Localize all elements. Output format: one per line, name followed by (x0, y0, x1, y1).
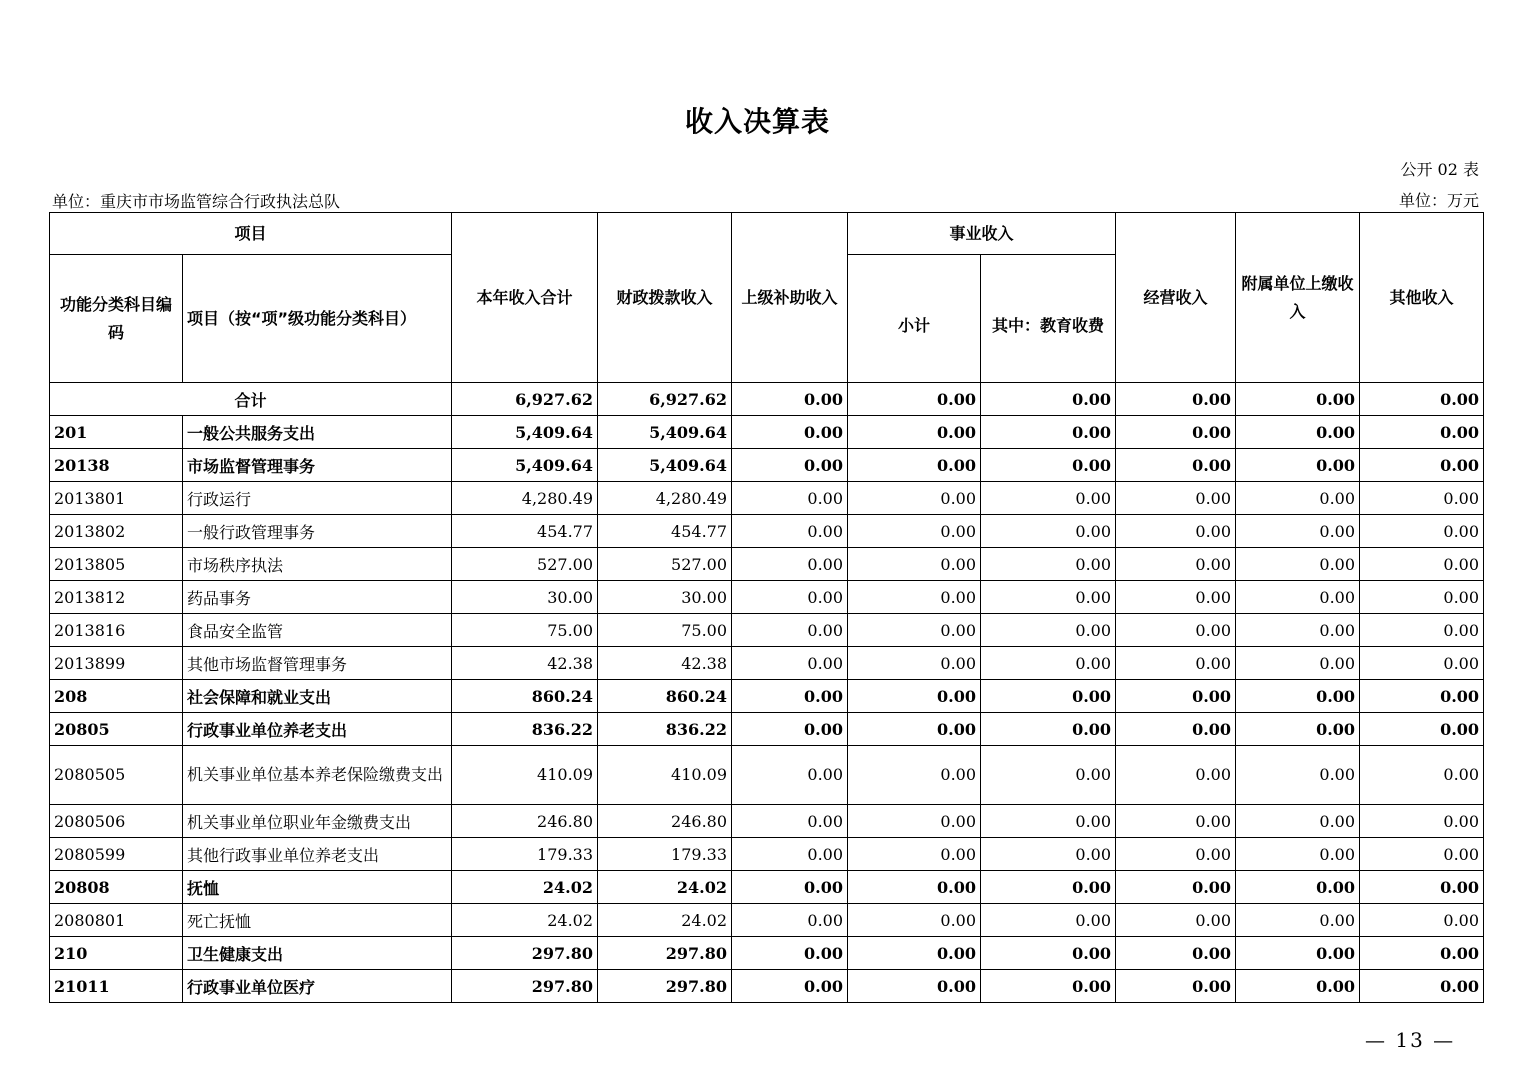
row-code: 208 (50, 680, 183, 713)
row-value: 0.00 (981, 680, 1116, 713)
row-value: 0.00 (732, 937, 848, 970)
row-value: 0.00 (1360, 970, 1484, 1003)
row-value: 0.00 (1116, 581, 1236, 614)
row-value: 0.00 (848, 871, 981, 904)
table-row (50, 449, 1484, 482)
row-value: 0.00 (732, 904, 848, 937)
row-value: 0.00 (981, 482, 1116, 515)
row-name: 行政事业单位养老支出 (183, 713, 452, 746)
row-value: 0.00 (732, 581, 848, 614)
row-name: 机关事业单位职业年金缴费支出 (183, 805, 452, 838)
row-value: 0.00 (1236, 416, 1360, 449)
row-value: 75.00 (452, 614, 598, 647)
row-name: 行政运行 (183, 482, 452, 515)
row-value: 24.02 (598, 904, 732, 937)
row-name: 市场秩序执法 (183, 548, 452, 581)
row-value: 0.00 (732, 647, 848, 680)
row-name: 一般行政管理事务 (183, 515, 452, 548)
row-value: 4,280.49 (598, 482, 732, 515)
row-value: 5,409.64 (452, 449, 598, 482)
row-value: 0.00 (1116, 904, 1236, 937)
row-value: 0.00 (848, 680, 981, 713)
row-value: 0.00 (732, 416, 848, 449)
row-value: 0.00 (1360, 904, 1484, 937)
row-value: 0.00 (848, 515, 981, 548)
row-value: 410.09 (598, 746, 732, 805)
row-value: 0.00 (732, 871, 848, 904)
row-value: 860.24 (452, 680, 598, 713)
total-value: 6,927.62 (452, 383, 598, 416)
row-value: 0.00 (1236, 713, 1360, 746)
row-value: 0.00 (732, 482, 848, 515)
header-superior: 上级补助收入 (732, 213, 848, 383)
header-total-income: 本年收入合计 (452, 213, 598, 383)
row-code: 20808 (50, 871, 183, 904)
row-code: 21011 (50, 970, 183, 1003)
table-row (50, 515, 1484, 548)
row-value: 860.24 (598, 680, 732, 713)
table-row (50, 904, 1484, 937)
row-value: 0.00 (732, 970, 848, 1003)
table-row (50, 614, 1484, 647)
total-value: 0.00 (848, 383, 981, 416)
row-value: 0.00 (1360, 937, 1484, 970)
row-name: 机关事业单位基本养老保险缴费支出 (183, 746, 452, 805)
row-value: 0.00 (848, 647, 981, 680)
row-value: 246.80 (452, 805, 598, 838)
row-value: 0.00 (1236, 805, 1360, 838)
row-value: 0.00 (1116, 746, 1236, 805)
row-value: 836.22 (452, 713, 598, 746)
table-row (50, 805, 1484, 838)
row-value: 5,409.64 (452, 416, 598, 449)
row-code: 2013899 (50, 647, 183, 680)
row-value: 0.00 (1360, 515, 1484, 548)
row-value: 0.00 (981, 871, 1116, 904)
row-code: 2080599 (50, 838, 183, 871)
row-value: 410.09 (452, 746, 598, 805)
row-value: 0.00 (1116, 937, 1236, 970)
row-value: 0.00 (981, 838, 1116, 871)
row-value: 42.38 (598, 647, 732, 680)
row-name: 死亡抚恤 (183, 904, 452, 937)
page-number: — 13 — (1365, 1028, 1456, 1052)
row-value: 454.77 (452, 515, 598, 548)
row-value: 0.00 (1116, 515, 1236, 548)
row-value: 297.80 (452, 937, 598, 970)
row-value: 0.00 (1236, 838, 1360, 871)
row-code: 2080506 (50, 805, 183, 838)
row-value: 0.00 (1116, 871, 1236, 904)
row-code: 20138 (50, 449, 183, 482)
header-affiliated: 附属单位上缴收入 (1236, 213, 1360, 383)
table-row (50, 548, 1484, 581)
row-value: 0.00 (1236, 647, 1360, 680)
row-value: 0.00 (1360, 581, 1484, 614)
row-code: 2080801 (50, 904, 183, 937)
row-value: 0.00 (1360, 805, 1484, 838)
total-value: 0.00 (732, 383, 848, 416)
row-value: 0.00 (732, 515, 848, 548)
row-value: 527.00 (452, 548, 598, 581)
row-value: 0.00 (732, 680, 848, 713)
row-code: 2013812 (50, 581, 183, 614)
row-name: 其他行政事业单位养老支出 (183, 838, 452, 871)
row-value: 0.00 (981, 713, 1116, 746)
page-title: 收入决算表 (684, 105, 830, 138)
row-value: 75.00 (598, 614, 732, 647)
row-name: 药品事务 (183, 581, 452, 614)
row-value: 0.00 (1236, 970, 1360, 1003)
row-value: 0.00 (981, 614, 1116, 647)
row-value: 0.00 (1236, 746, 1360, 805)
header-item: 项目 (50, 213, 452, 255)
row-value: 42.38 (452, 647, 598, 680)
row-value: 0.00 (1236, 680, 1360, 713)
row-value: 0.00 (1116, 680, 1236, 713)
row-value: 0.00 (981, 416, 1116, 449)
row-value: 836.22 (598, 713, 732, 746)
table-row (50, 416, 1484, 449)
row-value: 0.00 (981, 805, 1116, 838)
row-value: 0.00 (981, 581, 1116, 614)
row-value: 0.00 (1360, 482, 1484, 515)
row-value: 0.00 (732, 746, 848, 805)
row-value: 0.00 (732, 713, 848, 746)
row-code: 2013801 (50, 482, 183, 515)
row-value: 0.00 (981, 548, 1116, 581)
row-value: 0.00 (1236, 581, 1360, 614)
row-value: 5,409.64 (598, 416, 732, 449)
income-table (49, 212, 1484, 1003)
row-value: 179.33 (598, 838, 732, 871)
row-value: 0.00 (732, 805, 848, 838)
row-value: 0.00 (1236, 904, 1360, 937)
row-code: 2013816 (50, 614, 183, 647)
row-value: 0.00 (848, 449, 981, 482)
row-value: 297.80 (598, 937, 732, 970)
row-value: 24.02 (452, 904, 598, 937)
row-value: 0.00 (1360, 416, 1484, 449)
row-value: 0.00 (848, 548, 981, 581)
row-value: 0.00 (981, 515, 1116, 548)
total-value: 0.00 (981, 383, 1116, 416)
row-code: 201 (50, 416, 183, 449)
row-value: 0.00 (1236, 482, 1360, 515)
row-value: 0.00 (1116, 713, 1236, 746)
row-value: 0.00 (1116, 838, 1236, 871)
row-value: 0.00 (1360, 449, 1484, 482)
row-value: 0.00 (981, 449, 1116, 482)
row-name: 抚恤 (183, 871, 452, 904)
row-value: 0.00 (1116, 970, 1236, 1003)
table-row (50, 482, 1484, 515)
row-value: 0.00 (981, 647, 1116, 680)
row-value: 454.77 (598, 515, 732, 548)
row-value: 0.00 (848, 838, 981, 871)
row-value: 24.02 (452, 871, 598, 904)
header-other: 其他收入 (1360, 213, 1484, 383)
row-code: 2013802 (50, 515, 183, 548)
row-value: 0.00 (848, 937, 981, 970)
row-value: 0.00 (1236, 548, 1360, 581)
row-code: 2080505 (50, 746, 183, 805)
header-education: 其中：教育收费 (981, 255, 1116, 383)
total-value: 6,927.62 (598, 383, 732, 416)
row-value: 0.00 (1236, 515, 1360, 548)
row-value: 0.00 (1116, 805, 1236, 838)
row-name: 一般公共服务支出 (183, 416, 452, 449)
row-name: 食品安全监管 (183, 614, 452, 647)
row-value: 0.00 (1360, 647, 1484, 680)
form-number: 公开 02 表 (1400, 160, 1479, 179)
row-value: 0.00 (848, 805, 981, 838)
row-value: 0.00 (732, 449, 848, 482)
row-value: 0.00 (1236, 871, 1360, 904)
header-item-name: 项目（按“项”级功能分类科目） (183, 255, 452, 383)
table-row (50, 746, 1484, 805)
row-value: 0.00 (848, 746, 981, 805)
row-value: 0.00 (981, 904, 1116, 937)
row-value: 0.00 (1116, 647, 1236, 680)
table-row (50, 838, 1484, 871)
row-name: 社会保障和就业支出 (183, 680, 452, 713)
total-value: 0.00 (1116, 383, 1236, 416)
row-value: 0.00 (1116, 482, 1236, 515)
total-row (50, 383, 1484, 416)
row-value: 24.02 (598, 871, 732, 904)
row-value: 0.00 (1116, 449, 1236, 482)
row-value: 0.00 (848, 970, 981, 1003)
row-value: 0.00 (1360, 746, 1484, 805)
row-value: 0.00 (848, 581, 981, 614)
currency-unit: 单位：万元 (1398, 191, 1479, 210)
row-value: 0.00 (1116, 614, 1236, 647)
row-code: 210 (50, 937, 183, 970)
row-value: 5,409.64 (598, 449, 732, 482)
table-row (50, 970, 1484, 1003)
total-label: 合计 (50, 383, 452, 416)
row-value: 179.33 (452, 838, 598, 871)
total-value: 0.00 (1236, 383, 1360, 416)
row-value: 0.00 (848, 614, 981, 647)
table-row (50, 871, 1484, 904)
header-code: 功能分类科目编码 (50, 255, 183, 383)
row-value: 527.00 (598, 548, 732, 581)
row-value: 0.00 (1360, 713, 1484, 746)
row-value: 0.00 (1116, 416, 1236, 449)
row-name: 行政事业单位医疗 (183, 970, 452, 1003)
header-operating: 经营收入 (1116, 213, 1236, 383)
row-name: 其他市场监督管理事务 (183, 647, 452, 680)
row-value: 0.00 (848, 482, 981, 515)
table-row (50, 647, 1484, 680)
row-value: 0.00 (732, 838, 848, 871)
row-code: 20805 (50, 713, 183, 746)
header-fiscal: 财政拨款收入 (598, 213, 732, 383)
row-value: 0.00 (1360, 838, 1484, 871)
row-value: 0.00 (1236, 614, 1360, 647)
row-value: 0.00 (1360, 548, 1484, 581)
row-name: 市场监督管理事务 (183, 449, 452, 482)
header-business: 事业收入 (848, 213, 1116, 255)
row-value: 4,280.49 (452, 482, 598, 515)
total-value: 0.00 (1360, 383, 1484, 416)
row-value: 0.00 (1360, 871, 1484, 904)
row-value: 0.00 (848, 416, 981, 449)
row-value: 0.00 (1236, 449, 1360, 482)
row-value: 0.00 (848, 713, 981, 746)
row-value: 0.00 (1116, 548, 1236, 581)
row-value: 297.80 (452, 970, 598, 1003)
table-row (50, 937, 1484, 970)
row-value: 0.00 (981, 970, 1116, 1003)
row-value: 0.00 (1236, 937, 1360, 970)
row-value: 0.00 (981, 746, 1116, 805)
row-code: 2013805 (50, 548, 183, 581)
reporting-unit: 单位：重庆市市场监管综合行政执法总队 (52, 192, 341, 211)
row-name: 卫生健康支出 (183, 937, 452, 970)
header-subtotal: 小计 (848, 255, 981, 383)
row-value: 0.00 (1360, 680, 1484, 713)
row-value: 246.80 (598, 805, 732, 838)
row-value: 0.00 (1360, 614, 1484, 647)
table-row (50, 581, 1484, 614)
row-value: 0.00 (732, 548, 848, 581)
row-value: 0.00 (732, 614, 848, 647)
row-value: 297.80 (598, 970, 732, 1003)
row-value: 30.00 (452, 581, 598, 614)
row-value: 0.00 (981, 937, 1116, 970)
row-value: 0.00 (848, 904, 981, 937)
table-row (50, 713, 1484, 746)
row-value: 30.00 (598, 581, 732, 614)
table-row (50, 680, 1484, 713)
